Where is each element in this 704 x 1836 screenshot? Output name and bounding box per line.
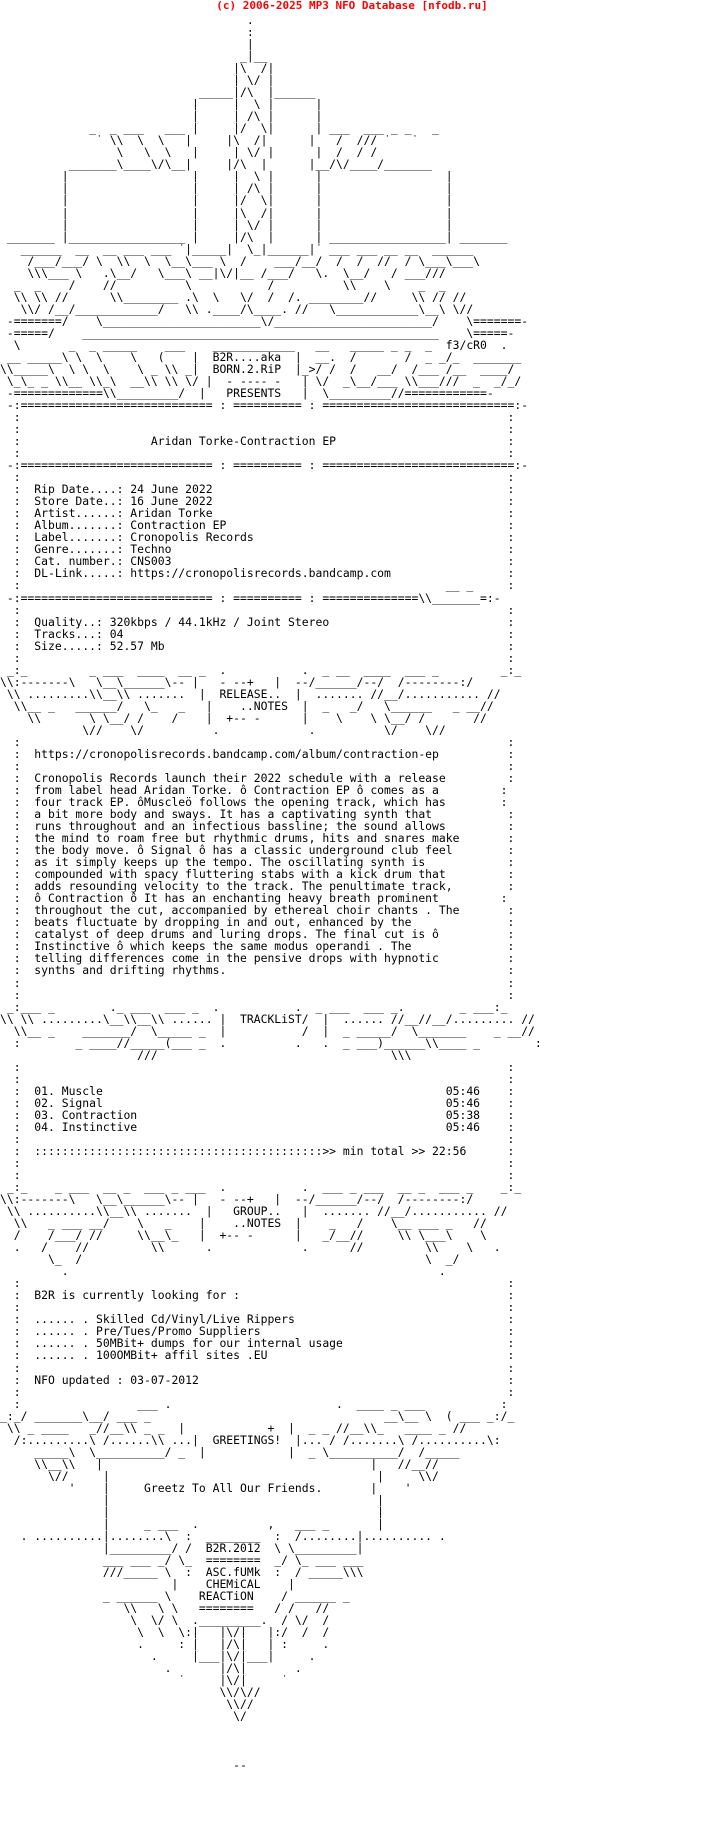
site-header: (c) 2006-2025 MP3 NFO Database [nfodb.ru] [216, 0, 488, 12]
nfo-document: . : | _|__ |\ /| | \/ | _____|/\ |______ | | \ | | | | /\ | | _ _ ___ ___ | |/ \| | ___ ___ _ _ _ ˙ \\ \ \ | |\ /| | / /// ˙ ˙ \ \ \ | | \/ | | / / / _______\____\/\__| |/\ | |__/\/____/_______ | | | \ | | | | | | /\ | | | | | |/ \| | | | | |\ /| | | | | | \/ | | | _______ |_________________ | |/\ | | _________________| _______ ______ __ __ ___ ___ ˙|_____| \_|______|˙ ___ ___ __ __ ______ /___/___/ \ \\ \ \__\___ \ / ___/__/ / / // / \___\___\ \\\___ \ .\__/ \___\ __|\/|__ /___/ \. \__/ / ___/// _ _ / // \ / \\ \ _ _ \\ \\ // \\________ .\ \ \/ / /. ________// \\ // // \\/ /__/____________/ \\ .____/\____. // \____________\__\ \// -=======/ \_______________________\/_______________________/ \=======- -=====/ ____________________________________________________ \=====- \ _ _ _____ ___ ____________ __ _____ _ _ _ f3/cR0 . __ _____\ \ \ \ ( | B2R....aka | __. / / _ _/_ _______ \\_____\ \ \ \ \ _ \\ _| BORN.2.RiP |_>/ / / __/ /___ /__ ____/ \_\_ _ \\__ \\_\ __\\ \\ \/ | - ---- - | \/ _\__/___ \\___/// _ _/_/ -=============\\_________/ | PRESENTS | \_________//============- -:============================ : ========== : ============================:- : : : : : Aridan Torke-Contraction EP : : : -:============================ : ========== : ============================:- : : : Rip Date....: 24 June 2022 : : Store Date..: 16 June 2022 : : Artist......: Aridan Torke : : Album.......: Contraction EP : : Label.......: Cronopolis Records : : Genre.......: Techno : : Cat. number.: CNS003 : : DL-Link.....: https://cronopolisrecords.bandcamp.com : : __ _ : -:============================ : ========== : ==============\\_______=:- : : : Quality..: 320kbps / 44.1kHz / Joint Stereo : : Tracks...: 04 : : Size.....: 52.57 Mb : : : _:_ _ ___ ____ __ _ . . _ __ ____ ___ _ _:_ \\:-------\ \__\______\-- | - --+ | --/______/--/ /--------:/ \\ .........\\__\\ ....... | RELEASE.. | ....... //__/........... // \\__ _ ______/ \_ _ | ..NOTES | _ _/ \______ _ __// \\ \ \__/ / / | +-- - | \ \ \__/ / // \// \/ . . \/ \// : : : https://cronopolisrecords.bandcamp.com/album/contraction-ep : : : : Cronopolis Records launch their 2022 schedule with a release : : from label head Aridan Torke. ô Contraction EP ô comes as a : : four track EP. ôMuscleö follows the opening track, which has : : a bit more body and sways. It has a captivating synth that : : runs throughout and an infectious bassline; the sound allows : : the mind to roam free but rhythmic drums, hits and snares make : : the body move. ô Signal ô has a classic underground club feel : : as it simply keeps up the tempo. The oscillating synth is : : compounded with spacy fluttering stabs with a kick drum that : : adds resounding velocity to the track. The penultimate track, : : ô Contraction ô It has an enchanting heavy breath prominent : : throughout the cut, accompanied by ethereal choir chants . The : : beats fluctuate by dropping in and out, enhanced by the : : catalyst of deep drums and luring drops. The final cut is ô : : Instinctive ô which keeps the same modus operandi . The : : telling differences come in the pensive drops with hypnotic : : synths and drifting rhythms. : : : : : _:___ _ ._ ___ ___ _ . . _ ___ ___ _. _ ___:_ \\ \\ .........\__\\__\\ ...... | TRACKLiST/ | ...... //__//__/......... // \\__ _ _______/ \_____ _ | / | _ _____/ \_______ _ __// : _ ____//_____(___ _ . . . _ ___)______\\____ _ : /// \\\ : : : : : 01. Muscle 05:46 : : 02. Signal 05:46 : : 03. Contraction 05:38 : : 04. Instinctive 05:46 : : : : ::::::::::::::::::::::::::::::::::::::::::>> min total >> 22:56 : : : : : _:_ _ ___ __ _ ___ _ ___ . . ___ _ ___ __ _ ___ _ _:_ \\:-------\ \__\______\-- | - --+ | --/______/--/ /--------:/ \\ ..........\\__\\ ....... | GROUP.. | ....... //__/........... // \\ _ ___ __/ \ _ | ..NOTES | _ / \__ ___ _ // / /___/ // \\__\_ | +-- - | _/__// \\ \___\ \ . / // \\ . . // \\ \ . \_ / \ _/ . . : : : B2R is currently looking for : : : : : ...... . Skilled Cd/Vinyl/Live Rippers : : ...... . Pre/Tues/Promo Suppliers : : ...... . 50MBit+ dumps for our internal usage : : ...... . 100OMBit+ affil sites .EU : : : : NFO updated : 03-07-2012 : : : : ___ . . ____ _ ___ : _:_/ _______\__/ ___ _ __\__ \ ( ___ _:/_ \\ _ ____ _//__\\ _ _ | + | _ _ //__\\_ ____ _ // /:.........\ /......\\ ...| GREETINGS! |... / /.......\ /..........\: _____\ \__________/ _ | | _ \__________/ /_____ \\__\\ | | //__// \// | | \\/ ' | Greetz To All Our Friends. | ' | | | | | _ ___ . , ___ _ | . ..........|........\ : ________ : /........|.......... . |_________/ / B2R.2012 \ \_________| ___ ___ _/ \_ ======== _/ \_ ___ ___ ///_____ \ : ASC.fUMk : / _____\\\ | CHEMiCAL | _ ______ \ REACTiON / ______ _ \\ \ \ ======== / / // \ \/ \ ._________. / \/ / \ \ \:| |\/| |:/ / / . : | |/\| | : . . |___|\/|___| . . |/\| . ˙ |\/| ˙ \\/\// \\// \/ -- [0, 14, 542, 1771]
